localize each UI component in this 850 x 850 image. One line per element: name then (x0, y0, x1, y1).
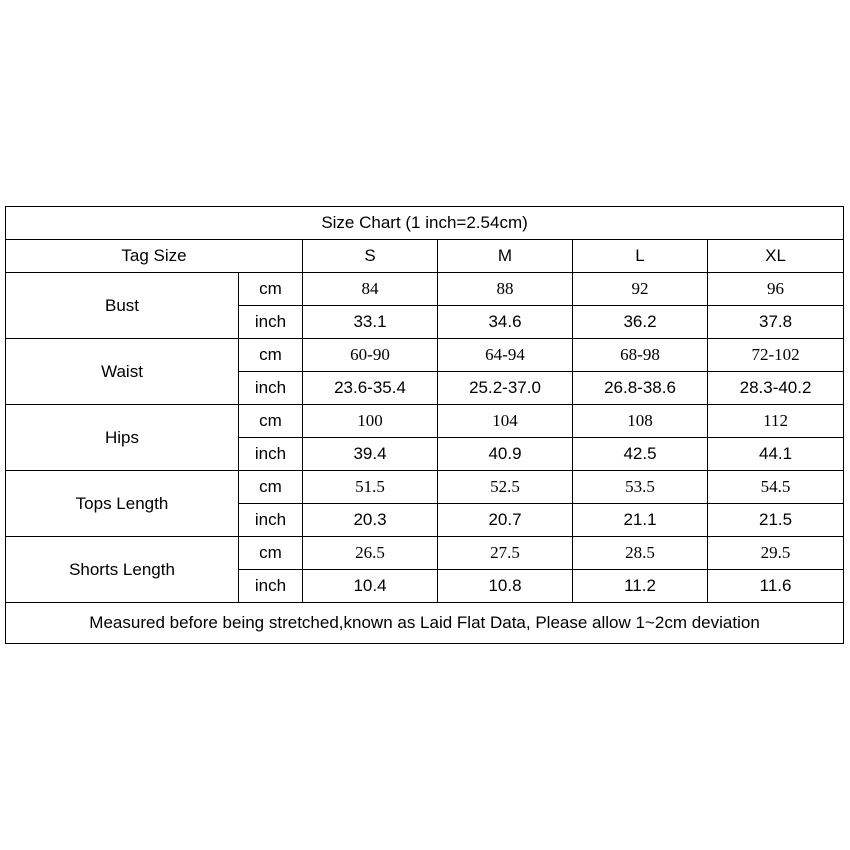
measure-label-waist: Waist (6, 339, 239, 405)
footer-row (6, 603, 844, 644)
table-cell: 108 (573, 405, 708, 438)
table-row (6, 405, 844, 438)
table-cell: 26.5 (303, 537, 438, 570)
table-cell: 72-102 (708, 339, 844, 372)
table-cell: 39.4 (303, 438, 438, 471)
unit-label-cm: cm (239, 405, 303, 438)
table-cell: 21.1 (573, 504, 708, 537)
table-cell: 28.3-40.2 (708, 372, 844, 405)
size-header-m: M (438, 240, 573, 273)
unit-label-inch: inch (239, 504, 303, 537)
unit-label-inch: inch (239, 372, 303, 405)
table-cell: 29.5 (708, 537, 844, 570)
table-cell: 20.7 (438, 504, 573, 537)
table-cell: 68-98 (573, 339, 708, 372)
table-cell: 26.8-38.6 (573, 372, 708, 405)
table-cell: 23.6-35.4 (303, 372, 438, 405)
measure-label-bust: Bust (6, 273, 239, 339)
table-cell: 44.1 (708, 438, 844, 471)
table-cell: 40.9 (438, 438, 573, 471)
table-cell: 20.3 (303, 504, 438, 537)
unit-label-cm: cm (239, 339, 303, 372)
table-cell: 96 (708, 273, 844, 306)
table-cell: 54.5 (708, 471, 844, 504)
unit-label-cm: cm (239, 537, 303, 570)
size-header-xl: XL (708, 240, 844, 273)
size-header-l: L (573, 240, 708, 273)
table-row (6, 471, 844, 504)
unit-label-inch: inch (239, 306, 303, 339)
table-cell: 112 (708, 405, 844, 438)
table-cell: 11.6 (708, 570, 844, 603)
table-cell: 42.5 (573, 438, 708, 471)
table-cell: 64-94 (438, 339, 573, 372)
table-cell: 27.5 (438, 537, 573, 570)
unit-label-cm: cm (239, 273, 303, 306)
measure-label-tops-length: Tops Length (6, 471, 239, 537)
footer-note: Measured before being stretched,known as Laid Flat Data, Please allow 1~2cm deviation (6, 603, 844, 644)
table-cell: 37.8 (708, 306, 844, 339)
table-row (6, 273, 844, 306)
size-header-s: S (303, 240, 438, 273)
size-chart-table (5, 206, 844, 644)
table-cell: 88 (438, 273, 573, 306)
table-cell: 100 (303, 405, 438, 438)
table-row (6, 537, 844, 570)
table-cell: 92 (573, 273, 708, 306)
table-cell: 52.5 (438, 471, 573, 504)
table-cell: 33.1 (303, 306, 438, 339)
unit-label-inch: inch (239, 438, 303, 471)
measure-label-hips: Hips (6, 405, 239, 471)
unit-label-inch: inch (239, 570, 303, 603)
table-cell: 10.8 (438, 570, 573, 603)
table-row (6, 339, 844, 372)
measure-label-shorts-length: Shorts Length (6, 537, 239, 603)
table-cell: 28.5 (573, 537, 708, 570)
table-cell: 10.4 (303, 570, 438, 603)
table-cell: 53.5 (573, 471, 708, 504)
table-cell: 60-90 (303, 339, 438, 372)
tag-size-header: Tag Size (6, 240, 303, 273)
table-cell: 104 (438, 405, 573, 438)
unit-label-cm: cm (239, 471, 303, 504)
table-cell: 11.2 (573, 570, 708, 603)
table-cell: 21.5 (708, 504, 844, 537)
chart-title: Size Chart (1 inch=2.54cm) (6, 207, 844, 240)
title-row (6, 207, 844, 240)
table-cell: 36.2 (573, 306, 708, 339)
header-row (6, 240, 844, 273)
table-cell: 51.5 (303, 471, 438, 504)
table-cell: 84 (303, 273, 438, 306)
table-cell: 34.6 (438, 306, 573, 339)
table-cell: 25.2-37.0 (438, 372, 573, 405)
